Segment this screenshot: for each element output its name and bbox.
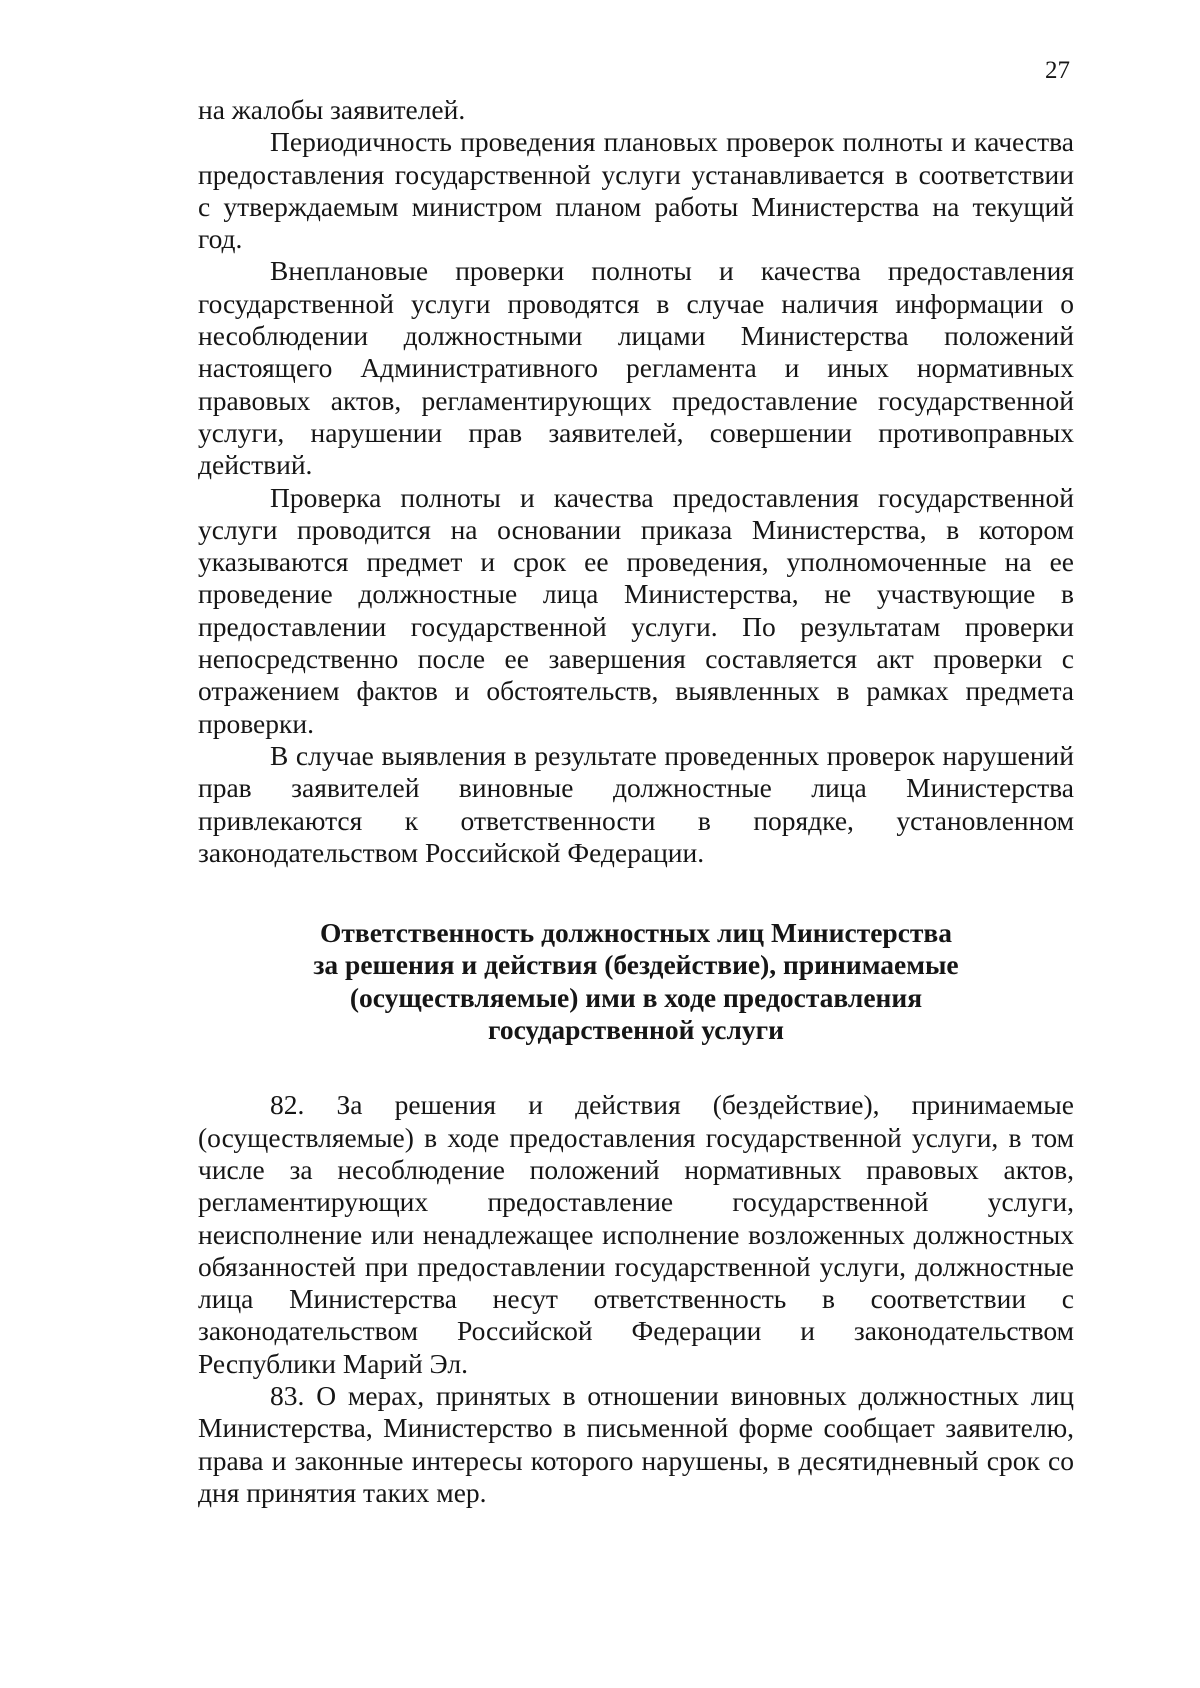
page-number: 27 [1045,57,1070,84]
paragraph: на жалобы заявителей. [198,94,466,125]
heading-line: за решения и действия (бездействие), принимаемые [313,949,959,981]
section-heading [198,917,1074,1046]
paragraph-82: 82. За решения и действия (бездействие), принимаемые (осуществляемые) в ходе предоставления государственной услуги, в том числе за несоблюдение положений нормативных правовых актов, регламентирующих предоставление государственной услуги, неисполнение или ненадлежащее исполнение возложенных должностных обязанностей при предоставлении государственной услуги, должностные лица Министерства несут ответственность в соответствии с законодательством Российской Федерации и законодательством Республики Марий Эл. [198,1089,1074,1379]
paragraph: Проверка полноты и качества предоставления государственной услуги проводится на основании приказа Министерства, в котором указываются предмет и срок ее проведения, уполномоченные на ее проведение должностные лица Министерства, не участвующие в предоставлении государственной услуги. По результатам проверки непосредственно после ее завершения составляется акт проверки с отражением фактов и обстоятельств, выявленных в рамках предмета проверки. [198,481,1074,739]
paragraph: Периодичность проведения плановых проверок полноты и качества предоставления государственной услуги устанавливается в соответствии с утверждаемым министром планом работы Министерства на текущий год. [198,126,1074,255]
heading-line: Ответственность должностных лиц Министерства [319,917,953,949]
paragraph-83: 83. О мерах, принятых в отношении виновных должностных лиц Министерства, Министерство в письменной форме сообщает заявителю, права и законные интересы которого нарушены, в десятидневный срок со дня принятия таких мер. [198,1379,1074,1508]
paragraph: Внеплановые проверки полноты и качества предоставления государственной услуги проводятся в случае наличия информации о несоблюдении должностными лицами Министерства положений настоящего Административного регламента и иных нормативных правовых актов, регламентирующих предоставление государственной услуги, нарушении прав заявителей, совершении противоправных действий. [198,255,1074,481]
document-body [198,94,1074,1509]
paragraph: В случае выявления в результате проведенных проверок нарушений прав заявителей виновные должностные лица Министерства привлекаются к ответственности в порядке, установленном законодательством Российской Федерации. [198,739,1074,868]
heading-line: (осуществляемые) ими в ходе предоставления [349,981,923,1013]
heading-line: государственной услуги [488,1014,784,1046]
